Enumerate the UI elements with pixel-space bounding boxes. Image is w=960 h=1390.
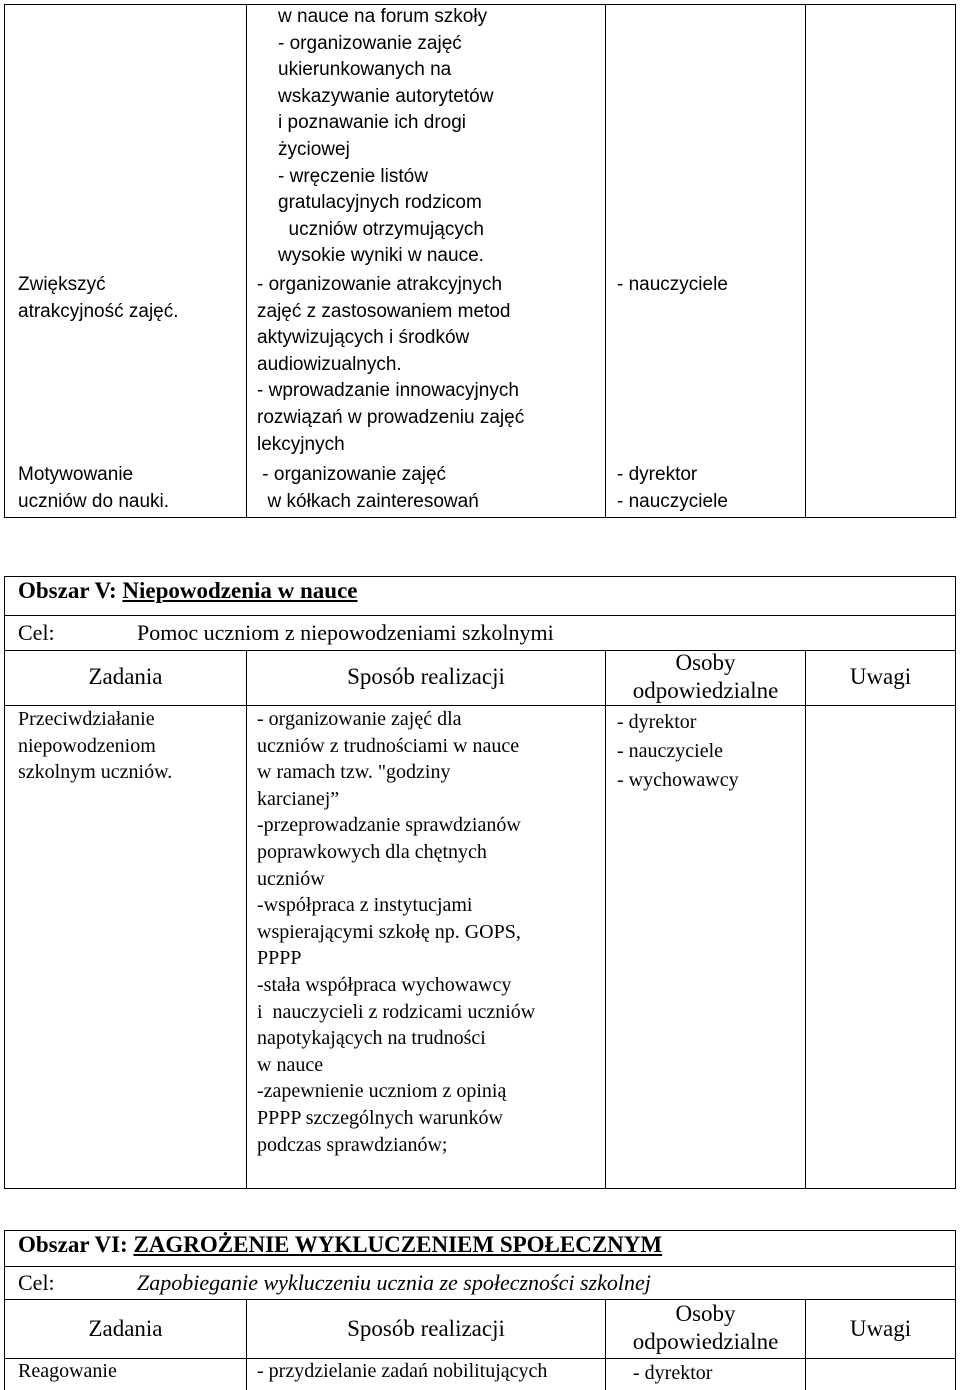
realization-cell: - organizowanie atrakcyjnych zajęć z zastosowaniem metod aktywizujących i środków audiowizualnych. - wprowadzanie innowacyjnych rozwiązań w prowadzeniu zajęć lekcyjnych <box>257 274 525 455</box>
task-cell: Zwiększyć atrakcyjność zajęć. <box>18 274 179 322</box>
goal-label: Cel: <box>18 1270 55 1295</box>
header-tasks: Zadania <box>88 1316 163 1341</box>
responsible-cell: - nauczyciele <box>617 274 728 295</box>
realization-cell: - organizowanie zajęć dla uczniów z trudnościami w nauce w ramach tzw. "godziny karcianej” -przeprowadzanie sprawdzianów poprawkowych dla chętnych uczniów -współpraca z instytucjami wspierającymi szkołę np. GOPS, PPPP -stała współpraca wychowawcy i nauczycieli z rodzicami uczniów napotykających na trudności w nauce -zapewnienie uczniom z opinią PPPP szczególnych warunków podczas sprawdzianów; <box>257 708 536 1156</box>
header-notes: Uwagi <box>849 664 912 689</box>
responsible-cell: - dyrektor - nauczyciele <box>617 464 728 512</box>
task-cell: Motywowanie uczniów do nauki. <box>18 464 170 512</box>
section-title: Obszar V: Niepowodzenia w nauce <box>18 578 358 603</box>
goal-text: Zapobieganie wykluczeniu ucznia ze społeczności szkolnej <box>137 1270 651 1295</box>
header-notes: Uwagi <box>849 1316 912 1341</box>
task-cell: Przeciwdziałanie niepowodzeniom szkolnym uczniów. <box>18 708 173 784</box>
goal-label: Cel: <box>18 620 55 645</box>
section-title: Obszar VI: ZAGROŻENIE WYKLUCZENIEM SPOŁECZNYM <box>18 1232 663 1257</box>
realization-cell: w nauce na forum szkoły - organizowanie zajęć ukierunkowanych na wskazywanie autorytetów i poznawanie ich drogi życiowej - wręczenie listów gratulacyjnych rodzicom uczniów otrzymujących wysokie wyniki w nauce. <box>278 6 494 267</box>
responsible-cell: - dyrektor - nauczyciele - wychowawcy <box>617 711 739 791</box>
realization-cell: - przydzielanie zadań nobilitujących <box>257 1360 548 1382</box>
goal-text: Pomoc uczniom z niepowodzeniami szkolnymi <box>137 620 554 645</box>
task-cell: Reagowanie <box>18 1360 117 1382</box>
header-responsible: Osoby odpowiedzialne <box>632 1301 779 1354</box>
header-realization: Sposób realizacji <box>347 1316 505 1341</box>
responsible-cell: - dyrektor <box>633 1362 713 1384</box>
header-tasks: Zadania <box>88 664 163 689</box>
header-realization: Sposób realizacji <box>347 664 505 689</box>
realization-cell: - organizowanie zajęć w kółkach zainteresowań <box>262 464 479 512</box>
header-responsible: Osoby odpowiedzialne <box>632 650 779 703</box>
